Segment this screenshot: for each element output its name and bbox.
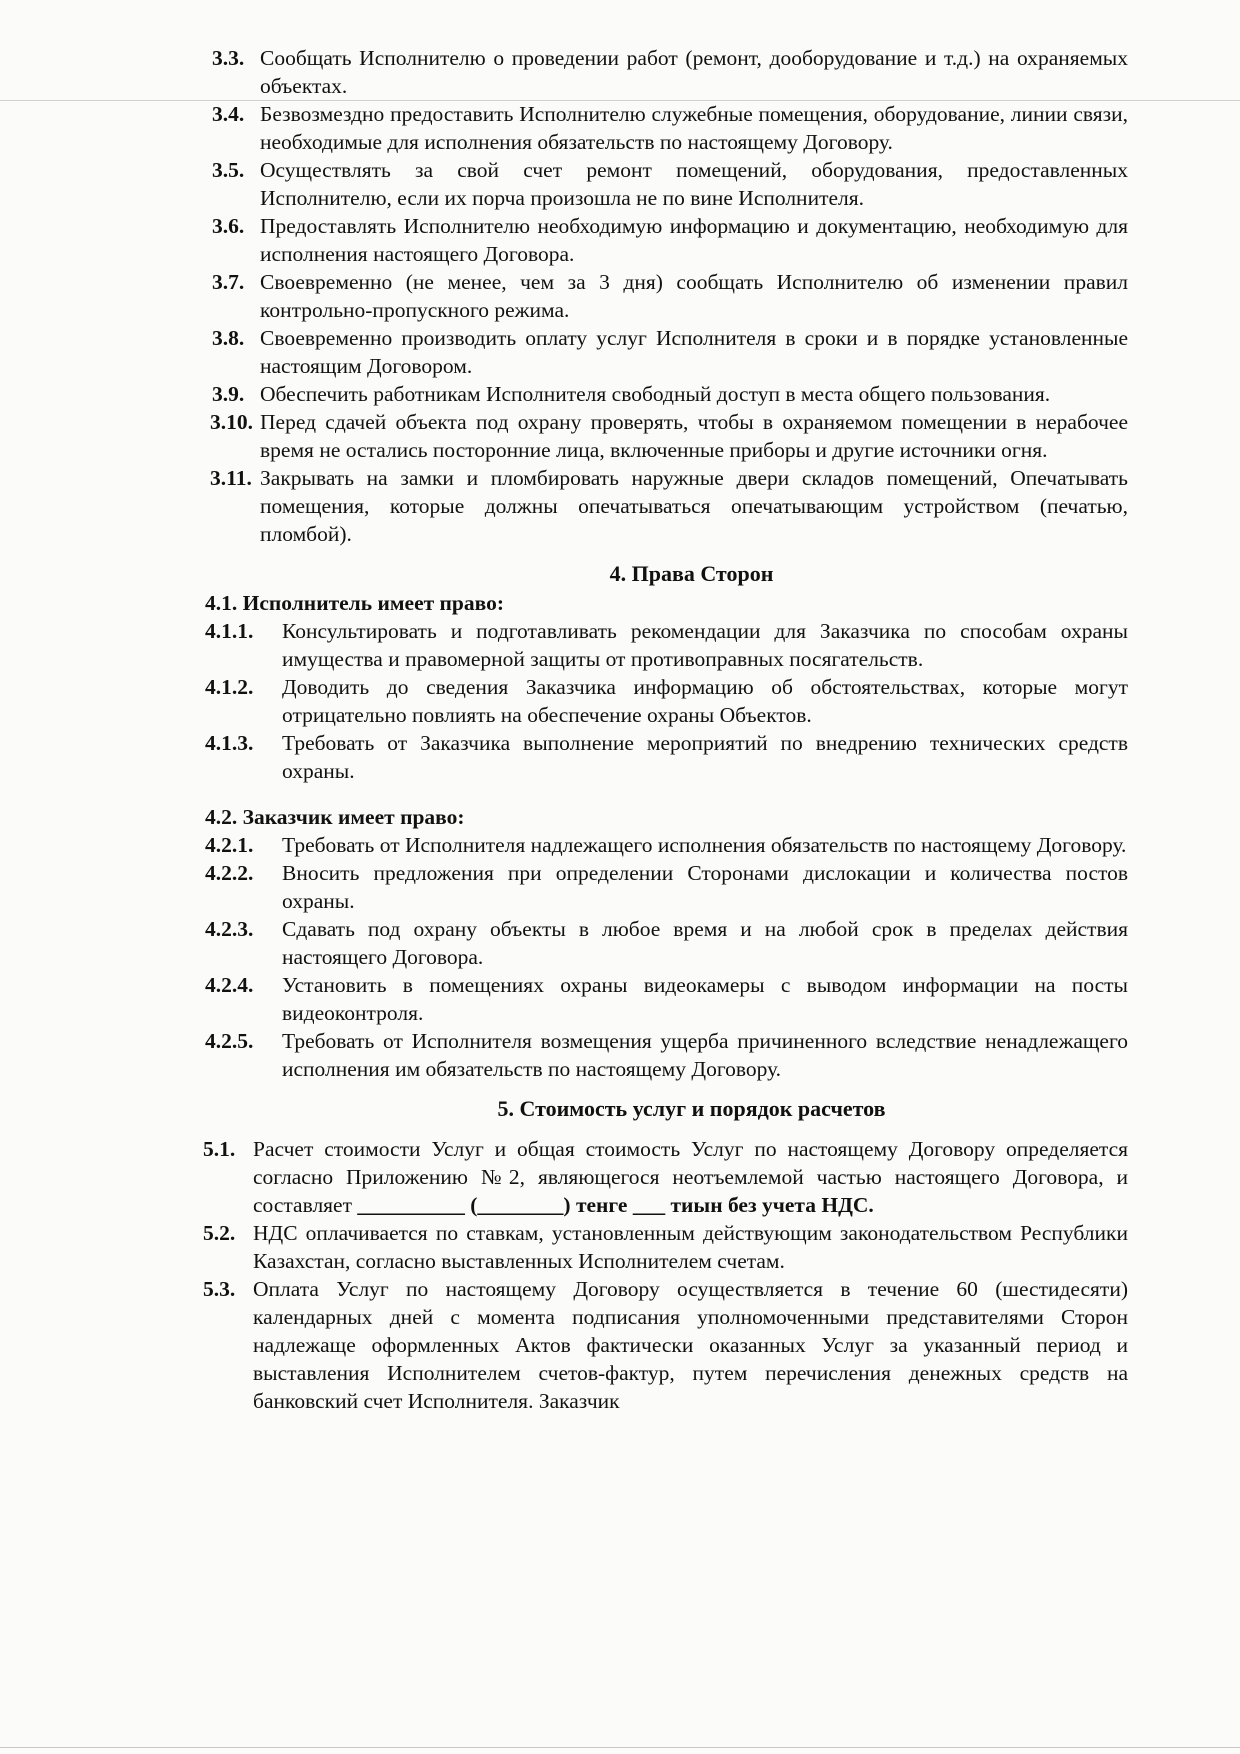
clause-3-7 — [205, 268, 1128, 324]
clause-3-9 — [205, 380, 1128, 408]
clause-number: 3.8. — [212, 326, 245, 350]
clause-text: Вносить предложения при определении Сторонами дислокации и количества постов охраны. — [282, 861, 1128, 913]
clause-text: Требовать от Исполнителя надлежащего исполнения обязательств по настоящему Договору. — [282, 833, 1127, 857]
clause-text: Осуществлять за свой счет ремонт помещений, оборудования, предоставленных Исполнителю, если их порча произошла не по вине Исполнителя. — [260, 158, 1128, 210]
clause-number: 5.1. — [203, 1137, 236, 1161]
clause-number: 4.1.1. — [205, 619, 254, 643]
clause-number: 3.9. — [212, 382, 245, 406]
clause-number: 3.5. — [212, 158, 245, 182]
clause-number: 3.4. — [212, 102, 245, 126]
clause-text: Сдавать под охрану объекты в любое время и на любой срок в пределах действия настоящего Договора. — [282, 917, 1128, 969]
clause-number: 3.3. — [212, 46, 245, 70]
price-blank-fields: __________ (________) тенге ___ тиын без учета НДС. — [357, 1193, 874, 1217]
clause-number: 3.10. — [210, 410, 253, 434]
clause-4-2-2 — [205, 859, 1128, 915]
subsection-4-2-title: 4.2. Заказчик имеет право: — [205, 805, 465, 829]
clause-number: 4.1.3. — [205, 731, 254, 755]
clause-text: Требовать от Заказчика выполнение мероприятий по внедрению технических средств охраны. — [282, 731, 1128, 783]
clause-5-2 — [205, 1219, 1128, 1275]
clause-4-2-3 — [205, 915, 1128, 971]
clause-text: Доводить до сведения Заказчика информацию об обстоятельствах, которые могут отрицательно повлиять на обеспечение охраны Объектов. — [282, 675, 1128, 727]
clause-text: Своевременно (не менее, чем за 3 дня) сообщать Исполнителю об изменении правил контрольно-пропускного режима. — [260, 270, 1128, 322]
clause-text: Обеспечить работникам Исполнителя свободный доступ в места общего пользования. — [260, 382, 1051, 406]
clause-5-1 — [205, 1135, 1128, 1219]
subsection-4-1-title: 4.1. Исполнитель имеет право: — [205, 591, 505, 615]
clause-4-1-2 — [205, 673, 1128, 729]
clause-number: 5.3. — [203, 1277, 236, 1301]
clause-number: 3.7. — [212, 270, 245, 294]
clause-text: Требовать от Исполнителя возмещения ущерба причиненного вследствие ненадлежащего исполнения им обязательств по настоящему Договору. — [282, 1029, 1128, 1081]
clause-3-11 — [205, 464, 1128, 548]
clause-number: 4.2.2. — [205, 861, 254, 885]
clause-3-3 — [205, 44, 1128, 100]
clause-4-2-5 — [205, 1027, 1128, 1083]
clause-text: Консультировать и подготавливать рекомендации для Заказчика по способам охраны имущества и правомерной защиты от противоправных посягательств. — [282, 619, 1128, 671]
section-4-1-list — [205, 617, 1128, 785]
clause-text: Сообщать Исполнителю о проведении работ (ремонт, дооборудование и т.д.) на охраняемых объектах. — [260, 46, 1128, 98]
clause-3-4 — [205, 100, 1128, 156]
section-3-list — [205, 44, 1128, 548]
clause-4-1-1 — [205, 617, 1128, 673]
clause-text: Установить в помещениях охраны видеокамеры с выводом информации на посты видеоконтроля. — [282, 973, 1128, 1025]
clause-number: 4.2.1. — [205, 833, 254, 857]
clause-number: 4.1.2. — [205, 675, 254, 699]
clause-number: 3.11. — [210, 466, 252, 490]
clause-number: 4.2.3. — [205, 917, 254, 941]
section-4-2-list — [205, 831, 1128, 1083]
clause-text: Предоставлять Исполнителю необходимую информацию и документацию, необходимую для исполнения настоящего Договора. — [260, 214, 1128, 266]
clause-text: Закрывать на замки и пломбировать наружные двери складов помещений, Опечатывать помещения, которые должны опечатываться опечатывающим устройством (печатью, пломбой). — [260, 466, 1128, 546]
clause-3-5 — [205, 156, 1128, 212]
clause-number: 5.2. — [203, 1221, 236, 1245]
clause-text: НДС оплачивается по ставкам, установленным действующим законодательством Республики Казахстан, согласно выставленных Исполнителем счетам. — [253, 1221, 1128, 1273]
clause-4-2-1 — [205, 831, 1128, 859]
clause-3-10 — [205, 408, 1128, 464]
clause-number: 4.2.5. — [205, 1029, 254, 1053]
scan-edge-line — [0, 1747, 1240, 1748]
clause-3-6 — [205, 212, 1128, 268]
clause-text: Перед сдачей объекта под охрану проверять, чтобы в охраняемом помещении в нерабочее время не остались посторонние лица, включенные приборы и другие источники огня. — [260, 410, 1128, 462]
clause-5-3 — [205, 1275, 1128, 1415]
clause-number: 4.2.4. — [205, 973, 254, 997]
clause-text: Оплата Услуг по настоящему Договору осуществляется в течение 60 (шестидесяти) календарных дней с момента подписания уполномоченными представителями Сторон надлежаще оформленных Актов фактически оказанных Услуг за указанный период и выставления Исполнителем счетов-фактур, путем перечисления денежных средств на банковский счет Исполнителя. Заказчик — [253, 1277, 1128, 1413]
clause-4-1-3 — [205, 729, 1128, 785]
clause-4-2-4 — [205, 971, 1128, 1027]
clause-text: Своевременно производить оплату услуг Исполнителя в сроки и в порядке установленные настоящим Договором. — [260, 326, 1128, 378]
clause-text: Безвозмездно предоставить Исполнителю служебные помещения, оборудование, линии связи, необходимые для исполнения обязательств по настоящему Договору. — [260, 102, 1128, 154]
section-4-heading: 4. Права Сторон — [609, 561, 774, 586]
section-5-heading: 5. Стоимость услуг и порядок расчетов — [497, 1096, 886, 1121]
clause-number: 3.6. — [212, 214, 245, 238]
clause-3-8 — [205, 324, 1128, 380]
clause-text: Расчет стоимости Услуг и общая стоимость Услуг по настоящему Договору определяется согласно Приложению №2, являющегося неотъемлемой частью настоящего Договора, и составляет — [253, 1137, 1128, 1217]
